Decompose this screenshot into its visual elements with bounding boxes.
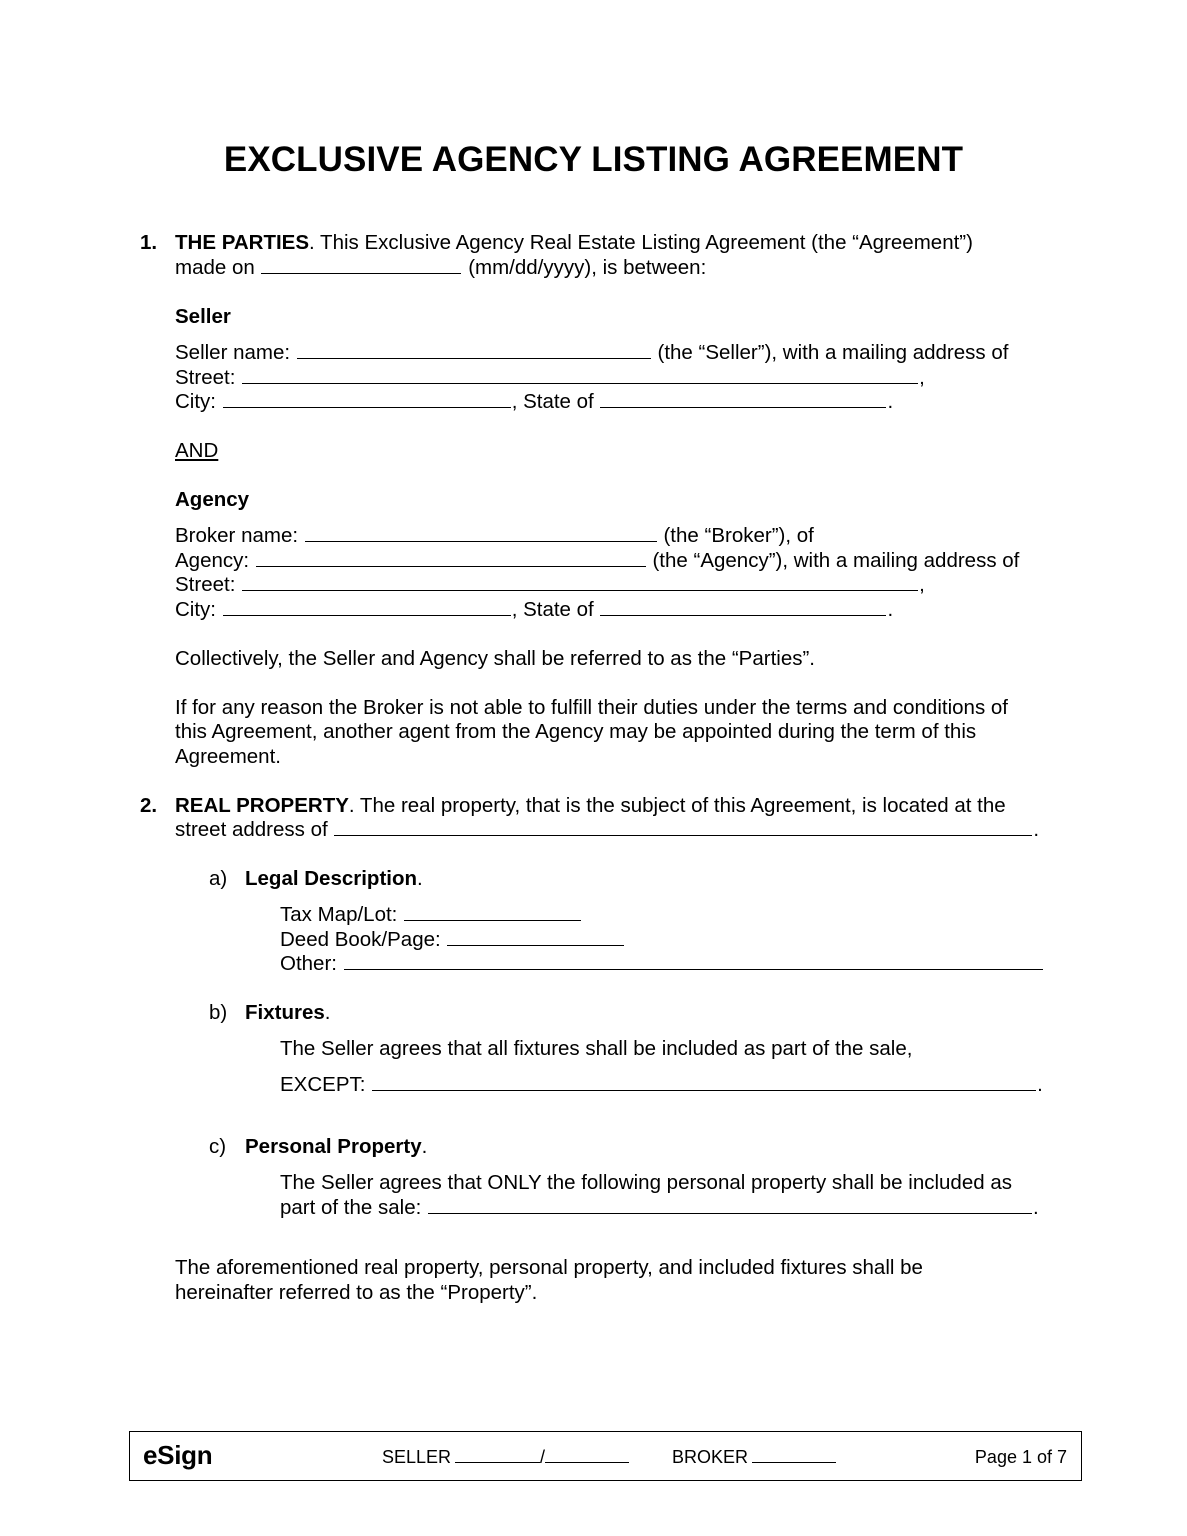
agency-name-suffix: (the “Agency”), with a mailing address of: [652, 549, 1020, 572]
broker-name-suffix: (the “Broker”), of: [663, 524, 814, 547]
agency-state-label: , State of: [511, 598, 594, 621]
seller-street-label: Street:: [175, 366, 236, 389]
seller-street-field[interactable]: [242, 366, 918, 384]
and-label: AND: [175, 439, 219, 462]
sub-marker: b): [209, 1001, 228, 1024]
broker-initials: [672, 1447, 836, 1468]
collectively-text: Collectively, the Seller and Agency shall be referred to as the “Parties”.: [175, 647, 815, 670]
section-intro-line: [175, 794, 1006, 819]
esign-logo: eSign: [143, 1440, 213, 1470]
seller-state-label: , State of: [511, 390, 594, 413]
personal-property-heading: Personal Property: [245, 1135, 422, 1158]
broker-initials-field[interactable]: [752, 1448, 836, 1463]
street-address-line: [175, 818, 1039, 843]
seller-name-label: Seller name:: [175, 341, 291, 364]
part-of-sale-suffix: .: [1033, 1196, 1039, 1219]
part-of-sale-label: part of the sale:: [280, 1196, 422, 1219]
street-address-field[interactable]: [334, 818, 1032, 836]
sub-heading-period: .: [324, 1001, 331, 1024]
seller-city-field[interactable]: [223, 390, 511, 408]
seller-initials-field-2[interactable]: [545, 1448, 629, 1463]
fixtures-heading: Fixtures: [245, 1001, 325, 1024]
sub-marker: a): [209, 867, 228, 890]
agency-street-label: Street:: [175, 573, 236, 596]
seller-state-field[interactable]: [600, 390, 886, 408]
seller-initials-separator: /: [540, 1447, 546, 1467]
section-heading: THE PARTIES: [175, 231, 310, 254]
part-of-sale-line: [280, 1196, 1039, 1221]
agency-name-line: [175, 549, 1019, 574]
date-hint: (mm/dd/yyyy), is between:: [468, 256, 707, 279]
page-footer: [129, 1431, 1082, 1481]
broker-note-line: If for any reason the Broker is not able to fulfill their duties under the terms and conditions of: [175, 696, 1008, 719]
seller-state-suffix: .: [887, 390, 894, 413]
seller-initials: [382, 1447, 629, 1468]
agency-heading: Agency: [175, 488, 250, 511]
section-number: 1.: [140, 231, 158, 254]
seller-street-line: [175, 366, 925, 391]
seller-initials-label: SELLER: [382, 1447, 452, 1467]
agency-name-field[interactable]: [256, 549, 646, 567]
section-intro-text: . This Exclusive Agency Real Estate Listing Agreement (the “Agreement”): [309, 231, 973, 254]
seller-name-suffix: (the “Seller”), with a mailing address of: [657, 341, 1009, 364]
broker-note-line: this Agreement, another agent from the Agency may be appointed during the term of this: [175, 720, 977, 743]
sub-heading-line: [245, 1001, 330, 1026]
street-address-suffix: .: [1033, 818, 1040, 841]
part-of-sale-field[interactable]: [428, 1196, 1032, 1214]
closing-line: The aforementioned real property, personal property, and included fixtures shall be: [175, 1256, 923, 1279]
tax-map-field[interactable]: [404, 903, 581, 921]
street-address-label: street address of: [175, 818, 328, 841]
tax-map-label: Tax Map/Lot:: [280, 903, 398, 926]
page-title: EXCLUSIVE AGENCY LISTING AGREEMENT: [223, 140, 964, 179]
closing-line: hereinafter referred to as the “Property”.: [175, 1281, 538, 1304]
agency-state-suffix: .: [887, 598, 894, 621]
section-intro-line: [175, 231, 973, 256]
broker-note-line: Agreement.: [175, 745, 281, 768]
made-on-line: [175, 256, 706, 281]
broker-name-field[interactable]: [305, 524, 657, 542]
made-on-label: made on: [175, 256, 255, 279]
section-heading: REAL PROPERTY: [175, 794, 349, 817]
other-label: Other:: [280, 952, 337, 975]
agency-city-line: [175, 598, 893, 623]
agency-city-field[interactable]: [223, 598, 511, 616]
agency-state-field[interactable]: [600, 598, 886, 616]
seller-heading: Seller: [175, 305, 231, 328]
section-number: 2.: [140, 794, 158, 817]
except-suffix: .: [1037, 1073, 1043, 1096]
sub-heading-period: .: [421, 1135, 428, 1158]
seller-city-line: [175, 390, 893, 415]
agency-street-suffix: ,: [919, 573, 925, 596]
agency-street-field[interactable]: [242, 573, 918, 591]
personal-property-text: The Seller agrees that ONLY the following personal property shall be included as: [280, 1171, 1012, 1194]
seller-initials-field-1[interactable]: [455, 1448, 540, 1463]
except-field[interactable]: [372, 1073, 1036, 1091]
date-field[interactable]: [261, 256, 461, 274]
seller-name-field[interactable]: [297, 341, 651, 359]
other-line: [280, 952, 1044, 977]
broker-name-line: [175, 524, 814, 549]
broker-initials-label: BROKER: [672, 1447, 749, 1467]
deed-book-field[interactable]: [447, 928, 624, 946]
sub-heading-line: [245, 867, 423, 892]
other-field[interactable]: [344, 952, 1043, 970]
broker-name-label: Broker name:: [175, 524, 299, 547]
page-number: Page 1 of 7: [974, 1447, 1067, 1467]
deed-book-label: Deed Book/Page:: [280, 928, 441, 951]
except-line: [280, 1073, 1043, 1098]
section-intro-text: . The real property, that is the subject of this Agreement, is located at the: [348, 794, 1006, 817]
agency-street-line: [175, 573, 925, 598]
sub-heading-period: .: [417, 867, 423, 890]
except-label: EXCEPT:: [280, 1073, 366, 1096]
agency-name-label: Agency:: [175, 549, 250, 572]
agency-city-label: City:: [175, 598, 216, 621]
fixtures-text: The Seller agrees that all fixtures shall be included as part of the sale,: [280, 1037, 913, 1060]
sub-marker: c): [209, 1135, 227, 1158]
seller-street-suffix: ,: [919, 366, 925, 389]
sub-heading-line: [245, 1135, 427, 1160]
seller-name-line: [175, 341, 1008, 366]
deed-book-line: [280, 928, 625, 953]
seller-city-label: City:: [175, 390, 216, 413]
legal-description-heading: Legal Description: [245, 867, 418, 890]
tax-map-line: [280, 903, 582, 928]
